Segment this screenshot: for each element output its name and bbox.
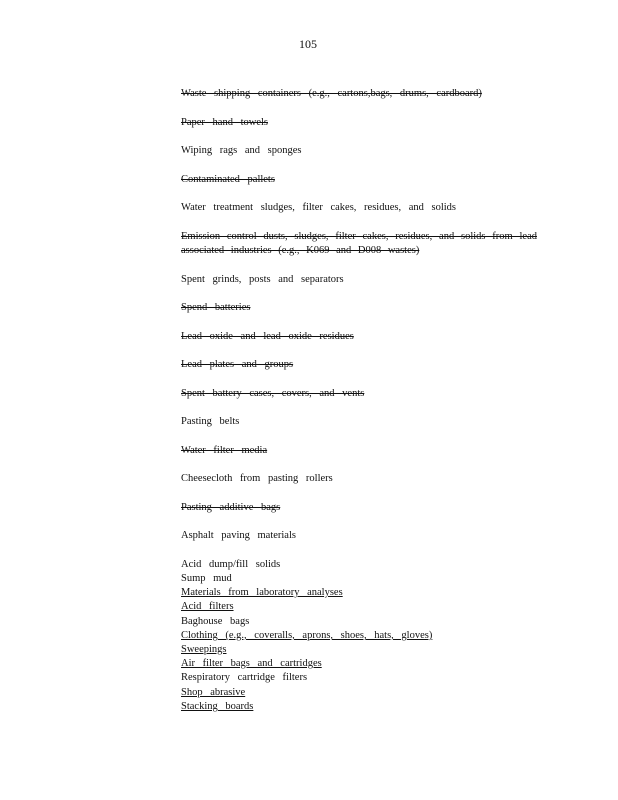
list-item-clothing: Clothing (e.g., coveralls, aprons, shoes, hats, gloves) — [181, 630, 433, 641]
list-item-water-treatment-sludges: Water treatment sludges, filter cakes, residues, and solids — [181, 202, 456, 213]
list-item-pasting-additive-bags: Pasting additive bags — [181, 502, 281, 513]
list-item-paper-hand-towels: Paper hand towels — [181, 117, 268, 128]
list-item-respiratory-filters: Respiratory cartridge filters — [181, 672, 308, 683]
list-item-sump-mud: Sump mud — [181, 573, 232, 584]
list-item-contaminated-pallets: Contaminated pallets — [181, 174, 275, 185]
list-item-shop-abrasive: Shop abrasive — [181, 687, 246, 698]
list-item-acid-dump-fill: Acid dump/fill solids — [181, 559, 281, 570]
list-item-asphalt-paving: Asphalt paving materials — [181, 530, 296, 541]
list-item-pasting-belts: Pasting belts — [181, 416, 240, 427]
list-item-water-filter-media: Water filter media — [181, 445, 268, 456]
list-item-cheesecloth: Cheesecloth from pasting rollers — [181, 473, 333, 484]
list-item-stacking-boards: Stacking boards — [181, 701, 254, 712]
list-item-waste-shipping-containers: Waste shipping containers (e.g., cartons,bags, drums, cardboard) — [181, 88, 482, 99]
list-item-baghouse-bags: Baghouse bags — [181, 616, 250, 627]
list-item-spent-grinds: Spent grinds, posts and separators — [181, 274, 344, 285]
list-item-wiping-rags: Wiping rags and sponges — [181, 145, 302, 156]
page-number: 105 — [299, 37, 317, 51]
list-item-sweepings: Sweepings — [181, 644, 227, 655]
list-item-spend-batteries: Spend batteries — [181, 302, 251, 313]
list-item-spent-battery-cases: Spent battery cases, covers, and vents — [181, 388, 365, 399]
list-item-acid-filters: Acid filters — [181, 601, 234, 612]
list-item-air-filter-bags: Air filter bags and cartridges — [181, 658, 322, 669]
list-item-lead-oxide: Lead oxide and lead oxide residues — [181, 331, 354, 342]
list-item-laboratory-materials: Materials from laboratory analyses — [181, 587, 343, 598]
list-item-emission-control-dusts: Emission control dusts, sludges, filter cakes, residues, and solids from lead associated industries (e.g., K069 and D008 wastes) — [181, 231, 537, 256]
list-item-lead-plates: Lead plates and groups — [181, 359, 294, 370]
